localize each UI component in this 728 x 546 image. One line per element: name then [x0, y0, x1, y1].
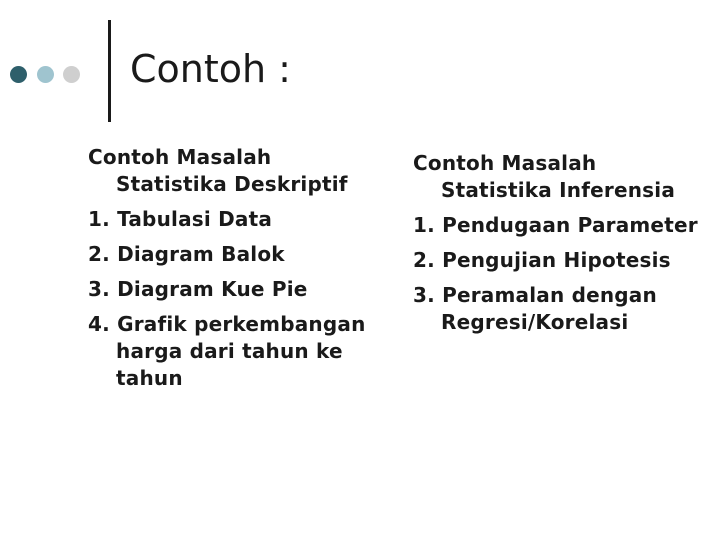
- list-item: [413, 247, 713, 274]
- list-item: [413, 212, 713, 239]
- item-number: 3.: [88, 277, 110, 301]
- list-item: [413, 282, 713, 336]
- list-item: [88, 311, 388, 392]
- item-text: Grafik perkembangan harga dari tahun ke tahun: [116, 312, 366, 390]
- list-item: [88, 276, 388, 303]
- right-list: [413, 212, 713, 336]
- item-number: 2.: [88, 242, 110, 266]
- list-item: [88, 241, 388, 268]
- left-column: [88, 144, 388, 400]
- title-divider: [108, 20, 111, 122]
- item-text: Peramalan dengan Regresi/Korelasi: [441, 283, 657, 334]
- item-number: 1.: [88, 207, 110, 231]
- item-number: 3.: [413, 283, 435, 307]
- item-number: 2.: [413, 248, 435, 272]
- slide-title: Contoh :: [130, 47, 291, 91]
- dot-icon: [37, 66, 54, 83]
- right-column: [413, 150, 713, 344]
- dot-icon: [63, 66, 80, 83]
- item-text: Diagram Kue Pie: [117, 277, 308, 301]
- left-column-heading: Contoh Masalah Statistika Deskriptif: [88, 145, 348, 196]
- right-column-heading: Contoh Masalah Statistika Inferensia: [413, 151, 676, 202]
- item-text: Pendugaan Parameter: [442, 213, 698, 237]
- list-item: [88, 206, 388, 233]
- decorative-dots: [10, 66, 96, 84]
- item-text: Pengujian Hipotesis: [442, 248, 671, 272]
- left-list: [88, 206, 388, 392]
- item-text: Diagram Balok: [117, 242, 285, 266]
- item-text: Tabulasi Data: [117, 207, 273, 231]
- dot-icon: [10, 66, 27, 83]
- item-number: 4.: [88, 312, 110, 336]
- item-number: 1.: [413, 213, 435, 237]
